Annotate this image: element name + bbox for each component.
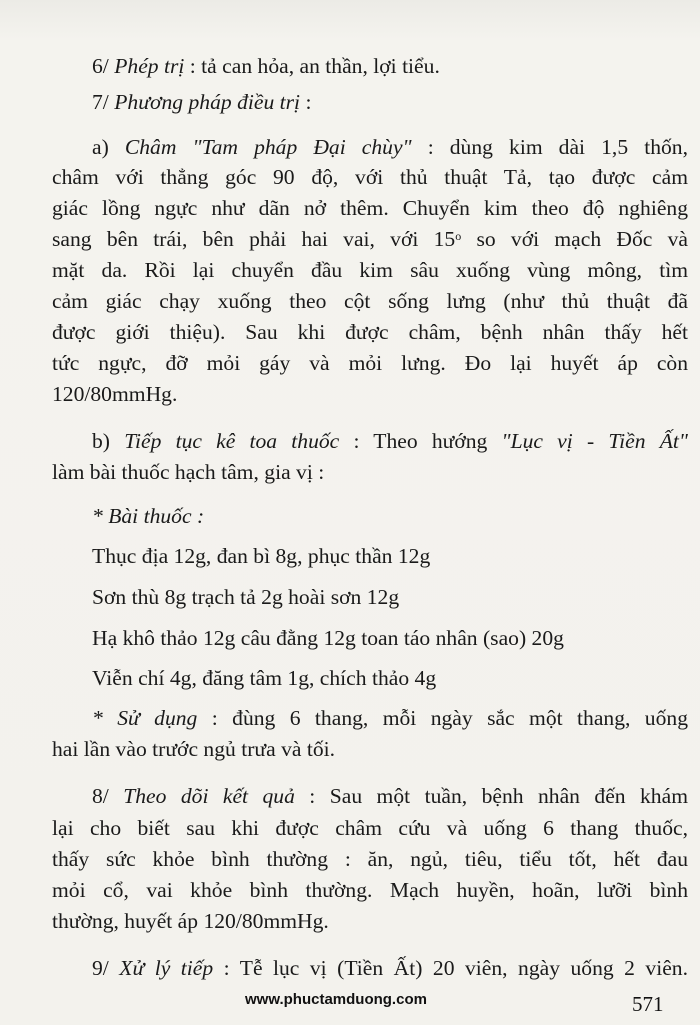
part-a-prefix: a) [92,135,125,159]
section-8-line1-rest: : Sau một tuần, bệnh nhân đến khám [294,784,688,808]
su-dung-label: * Sử dụng [92,706,198,730]
section-7-heading [92,88,688,117]
part-b-prefix: b) [92,429,125,453]
part-b-line-1 [92,427,688,456]
bai-thuoc-item-2: Sơn thù 8g trạch tả 2g hoài sơn 12g [92,585,400,609]
part-b-title: Tiếp tục kê toa thuốc [124,429,340,453]
part-b-mid: : Theo hướng [339,429,502,453]
section-6-heading [92,52,688,81]
part-a-line-6: cảm giác chạy xuống theo cột sống lưng (như thủ thuật đã [52,289,688,313]
section-8-title: Theo dõi kết quả [123,784,295,808]
su-dung-line-2: hai lần vào trước ngủ trưa và tối. [52,737,336,761]
bai-thuoc-item-4: Viễn chí 4g, đăng tâm 1g, chích thảo 4g [92,666,437,690]
section-6-title: Phép trị [114,54,185,78]
degree-sup: o [455,229,462,243]
part-a-line-7: được giới thiệu). Sau khi được châm, bệnh nhân thấy hết [52,320,688,344]
section-8-label: 8/ [92,784,124,808]
section-7-title: Phương pháp điều trị [114,90,301,114]
page-number: 571 [632,992,664,1016]
part-a-line-2: châm với thẳng góc 90 độ, với thủ thuật Tả, tạo được cảm [52,165,688,189]
section-9-title: Xử lý tiếp [119,956,214,980]
section-9-text: : Tễ lục vị (Tiền Ất) 20 viên, ngày uống 2 viên. [213,956,688,980]
part-a-line4-b: so với mạch Đốc và [461,227,688,251]
su-dung-line1-rest: : đùng 6 thang, mỗi ngày sắc một thang, uống [197,706,688,730]
section-6-label: 6/ [92,54,115,78]
section-9-line [92,954,688,983]
section-8-line-2: lại cho biết sau khi được châm cứu và uống 6 thang thuốc, [52,816,688,840]
section-7-text: : [300,90,312,114]
section-8-line-4: mỏi cổ, vai khỏe bình thường. Mạch huyền, hoãn, lưỡi bình [52,878,688,902]
footer-website-url: www.phuctamduong.com [245,991,427,1008]
part-a-line1-rest: : dùng kim dài 1,5 thốn, [411,135,688,159]
part-b-quote: "Lục vị - Tiền Ất" [501,429,688,453]
bai-thuoc-item-1: Thục địa 12g, đan bì 8g, phục thần 12g [92,544,431,568]
part-a-line4-a: sang bên trái, bên phải hai vai, với 15 [52,227,456,251]
part-a-title: Châm "Tam pháp Đại chùy" [124,135,412,159]
su-dung-line-1 [92,704,688,733]
bai-thuoc-item-3: Hạ khô thảo 12g câu đằng 12g toan táo nhân (sao) 20g [92,626,564,650]
part-a-line-9: 120/80mmHg. [52,382,178,406]
section-8-line-1 [92,782,688,811]
part-a-line-3: giác lồng ngực như dãn nở thêm. Chuyển kim theo độ nghiêng [52,196,688,220]
part-b-line-2: làm bài thuốc hạch tâm, gia vị : [52,460,325,484]
section-9-label: 9/ [92,956,120,980]
section-8-line-3: thấy sức khỏe bình thường : ăn, ngủ, tiêu, tiểu tốt, hết đau [52,847,688,871]
section-7-label: 7/ [92,90,115,114]
part-a-line-4 [52,225,688,254]
part-a-line-1 [92,133,688,162]
part-a-line-8: tức ngực, đỡ mỏi gáy và mỏi lưng. Đo lại huyết áp còn [52,351,688,375]
part-a-line-5: mặt da. Rồi lại chuyển đầu kim sâu xuống vùng mông, tìm [52,258,688,282]
section-6-text: : tả can hỏa, an thần, lợi tiểu. [184,54,440,78]
section-8-line-5: thường, huyết áp 120/80mmHg. [52,909,329,933]
bai-thuoc-label: * Bài thuốc : [92,504,205,528]
